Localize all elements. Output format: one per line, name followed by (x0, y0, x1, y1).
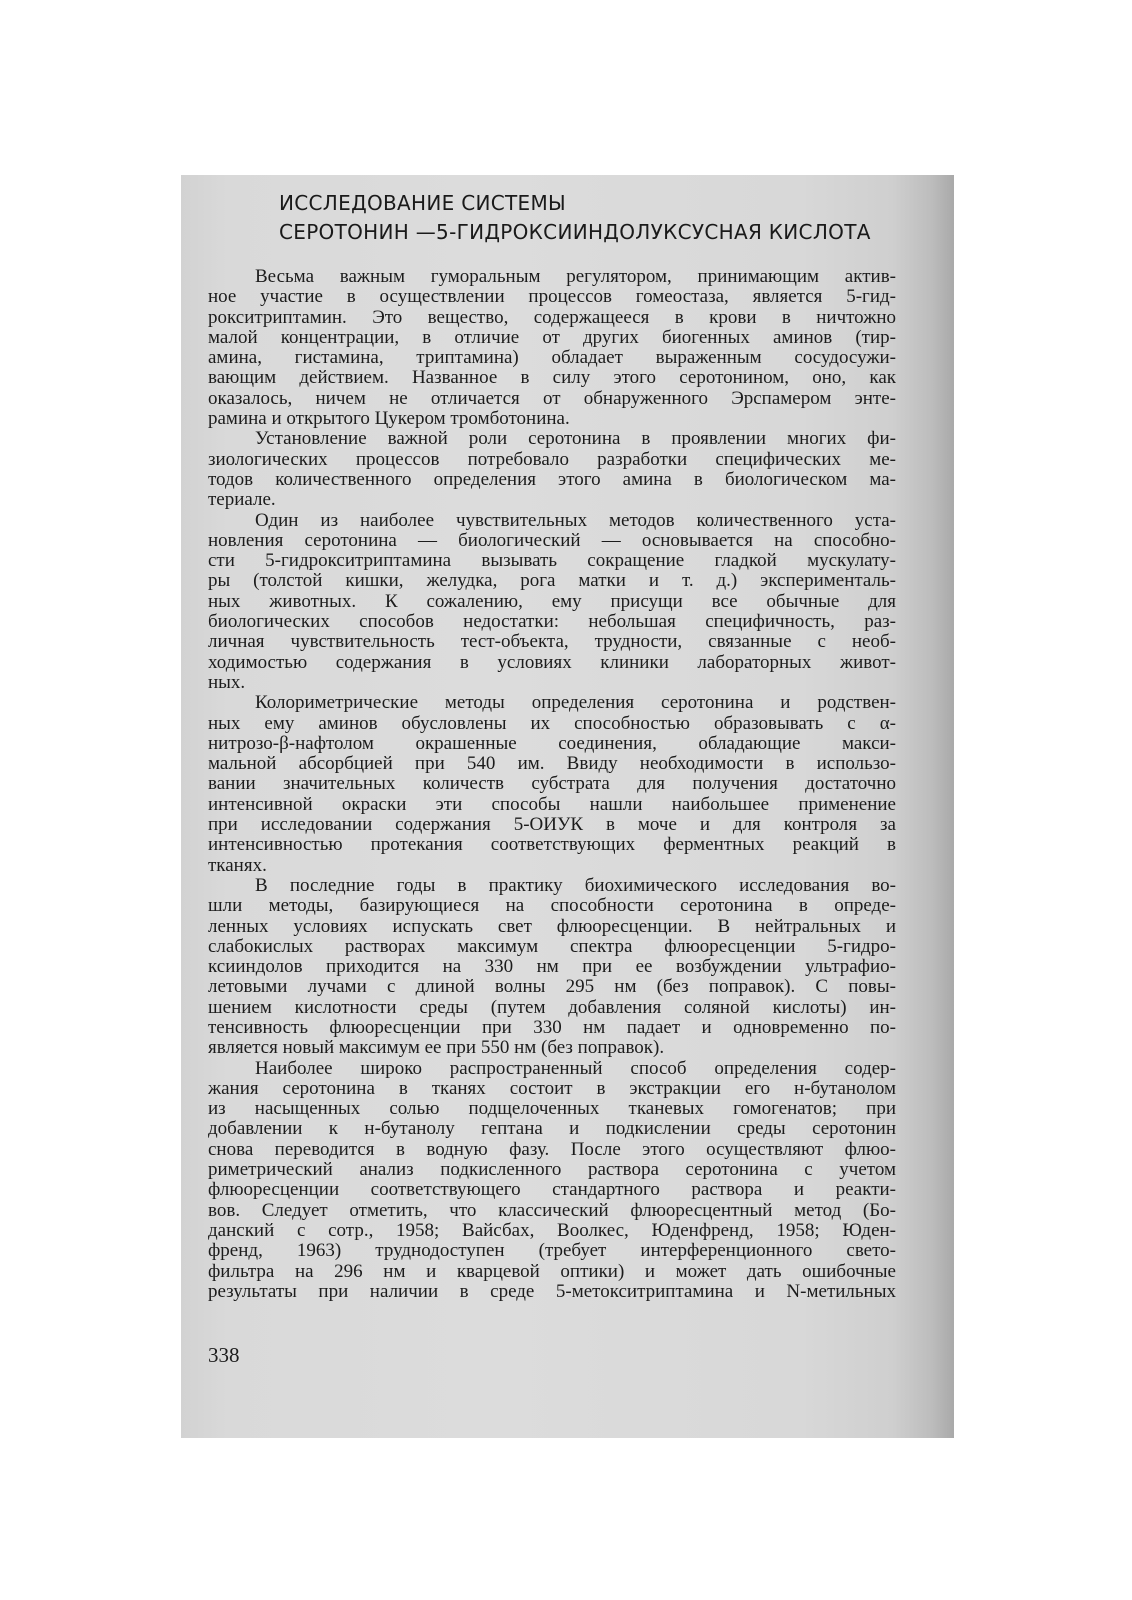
text-line: шением кислотности среды (путем добавления соляной кислоты) ин- (208, 996, 896, 1018)
text-line: малой концентрации, в отличие от других биогенных аминов (тир- (208, 326, 896, 348)
text-line: вании значительных количеств субстрата для получения достаточно (208, 773, 896, 795)
text-line: добавлении к н-бутанолу гептана и подкислении среды серотонин (208, 1118, 896, 1140)
text-line: риметрический анализ подкисленного раствора серотонина с учетом (208, 1159, 896, 1181)
text-line: френд, 1963) труднодоступен (требует интерференционного свето- (208, 1240, 896, 1262)
text-line: ленных условиях испускать свет флюоресценции. В нейтральных и (208, 915, 896, 937)
page-number: 338 (208, 1343, 240, 1367)
scanned-page (181, 175, 954, 1438)
text-line: тодов количественного определения этого амина в биологическом ма- (208, 468, 896, 490)
text-line: интенсивностью протекания соответствующих ферментных реакций в (208, 834, 896, 856)
text-line: из насыщенных солью подщелоченных тканевых гомогенатов; при (208, 1098, 896, 1120)
text-line: нитрозо-β-нафтолом окрашенные соединения, обладающие макси- (208, 732, 896, 754)
text-line: рамина и открытого Цукером тромботонина. (208, 408, 570, 430)
section-heading-line-2: СЕРОТОНИН —5-ГИДРОКСИИНДОЛУКСУСНАЯ КИСЛОТА (279, 220, 871, 244)
text-line: Установление важной роли серотонина в проявлении многих фи- (255, 428, 896, 450)
text-line: личная чувствительность тест-объекта, трудности, связанные с необ- (208, 631, 896, 653)
text-line: зиологических процессов потребовало разработки специфических ме- (208, 448, 896, 470)
text-line: мальной абсорбцией при 540 им. Ввиду необходимости в использо- (208, 753, 896, 775)
text-line: снова переводится в водную фазу. После этого осуществляют флюо- (208, 1138, 896, 1160)
text-line: ных ему аминов обусловлены их способностью образовывать с α- (208, 712, 896, 734)
text-line: Наиболее широко распространенный способ определения содер- (255, 1057, 896, 1079)
body-text (208, 267, 896, 1302)
text-line: териале. (208, 489, 276, 511)
text-line: сти 5-гидрокситриптамина вызывать сокращение гладкой мускулату- (208, 550, 896, 572)
text-line: ходимостью содержания в условиях клиники лабораторных живот- (208, 651, 896, 673)
text-line: слабокислых растворах максимум спектра флюоресценции 5-гидро- (208, 935, 896, 957)
text-line: биологических способов недостатки: небольшая специфичность, раз- (208, 611, 896, 633)
text-line: оказалось, ничем не отличается от обнаруженного Эрспамером энте- (208, 387, 896, 409)
text-line: ксииндолов приходится на 330 нм при ее возбуждении ультрафио- (208, 956, 896, 978)
text-line: ных животных. К сожалению, ему присущи все обычные для (208, 590, 896, 612)
text-line: тканях. (208, 854, 267, 876)
text-line: ных. (208, 671, 246, 693)
text-line: В последние годы в практику биохимического исследования во- (255, 874, 896, 896)
text-line: новления серотонина — биологический — основывается на способно- (208, 529, 896, 551)
text-line: вающим действием. Названное в силу этого серотонином, оно, как (208, 367, 896, 389)
text-line: данский с сотр., 1958; Вайсбах, Воолкес, Юденфренд, 1958; Юден- (208, 1219, 896, 1241)
text-line: интенсивной окраски эти способы нашли наибольшее применение (208, 793, 896, 815)
text-line: шли методы, базирующиеся на способности серотонина в опреде- (208, 895, 896, 917)
text-line: летовыми лучами с длиной волны 295 нм (без поправок). С повы- (208, 976, 896, 998)
text-line: результаты при наличии в среде 5-метокситриптамина и N-метильных (208, 1280, 896, 1302)
section-heading-line-1: ИССЛЕДОВАНИЕ СИСТЕМЫ (279, 191, 566, 215)
text-line: при исследовании содержания 5-ОИУК в моче и для контроля за (208, 814, 896, 836)
text-line: вов. Следует отметить, что классический флюоресцентный метод (Бо- (208, 1199, 896, 1221)
text-line: рокситриптамин. Это вещество, содержащееся в крови в ничтожно (208, 306, 896, 328)
text-line: фильтра на 296 нм и кварцевой оптики) и может дать ошибочные (208, 1260, 896, 1282)
text-line: ры (толстой кишки, желудка, рога матки и т. д.) эксперименталь- (208, 570, 896, 592)
text-line: флюоресценции соответствующего стандартного раствора и реакти- (208, 1179, 896, 1201)
text-line: ное участие в осуществлении процессов гомеостаза, является 5-гид- (208, 286, 896, 308)
text-line: амина, гистамина, триптамина) обладает выраженным сосудосужи- (208, 347, 896, 369)
text-line: Весьма важным гуморальным регулятором, принимающим актив- (255, 266, 896, 287)
text-line: является новый максимум ее при 550 нм (без поправок). (208, 1037, 665, 1059)
text-line: Колориметрические методы определения серотонина и родствен- (255, 692, 896, 714)
text-line: Один из наиболее чувствительных методов количественного уста- (255, 509, 896, 531)
text-line: жания серотонина в тканях состоит в экстракции его н-бутанолом (208, 1077, 896, 1099)
text-line: тенсивность флюоресценции при 330 нм падает и одновременно по- (208, 1016, 896, 1038)
